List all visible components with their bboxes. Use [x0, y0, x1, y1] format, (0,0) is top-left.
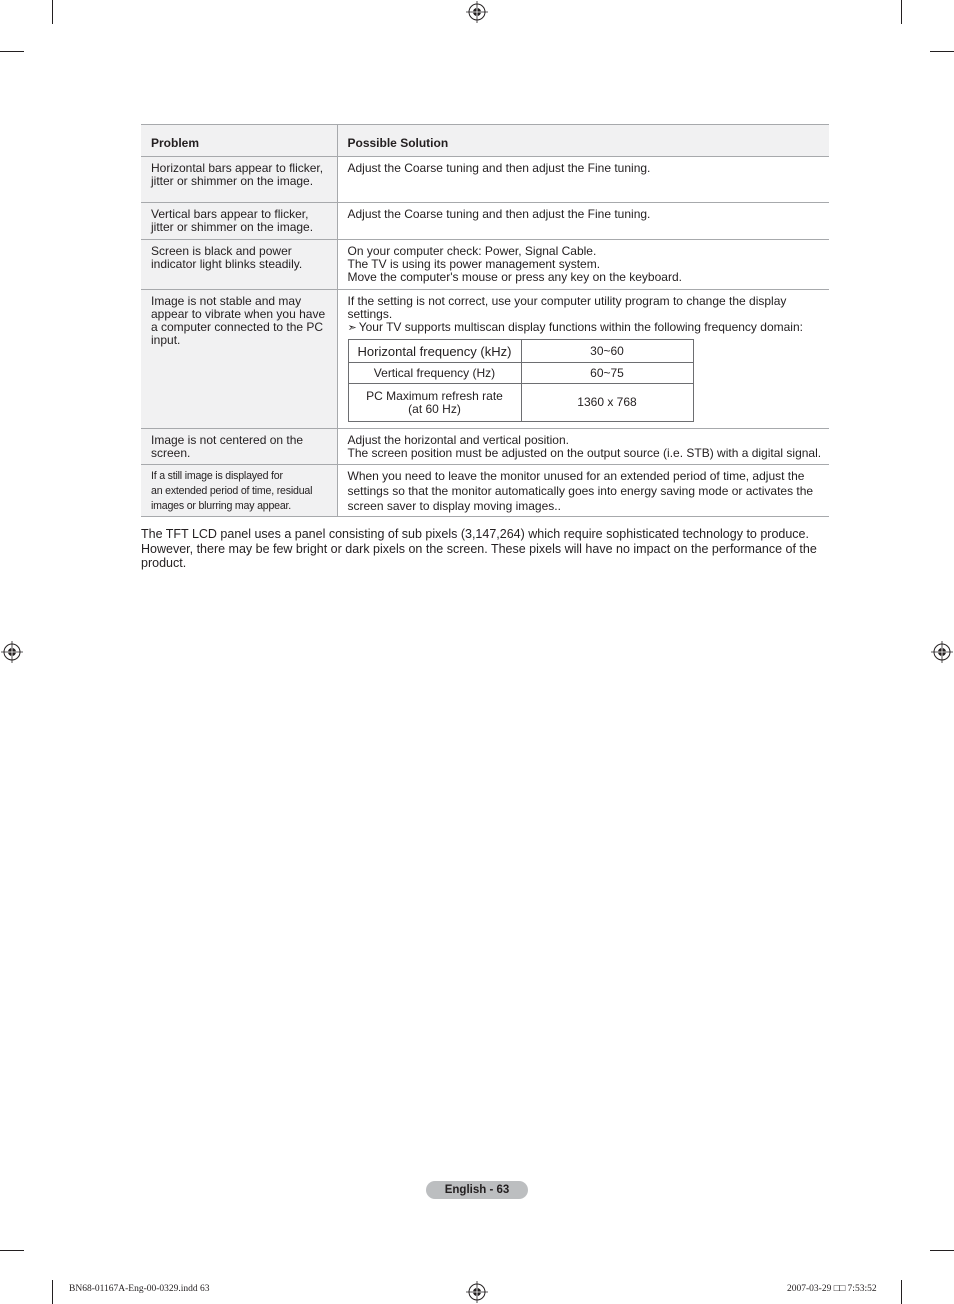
note-text: Your TV supports multiscan display functions within the following frequency domain: [358, 320, 803, 334]
problem-text: a computer connected to the PC [151, 320, 324, 334]
footnote-line: product. [141, 556, 187, 570]
solution-cell [337, 290, 829, 429]
note-line [348, 321, 824, 334]
problem-text: Image is not centered on the [151, 433, 304, 447]
frequency-label-text: PC Maximum refresh rate [366, 388, 503, 403]
print-slug-file: BN68-01167A-Eng-00-0329.indd 63 [69, 1284, 210, 1294]
solution-text: screen saver to display moving images.. [347, 499, 561, 513]
solution-cell [337, 157, 829, 203]
table-row [141, 157, 829, 203]
table-row [141, 465, 829, 517]
problem-text: Screen is black and power [151, 244, 292, 258]
frequency-value: 30~60 [521, 340, 693, 363]
crop-mark [52, 0, 53, 24]
solution-text: The screen position must be adjusted on the output source (i.e. STB) with a digital signal. [347, 446, 822, 460]
table-header-row [141, 125, 829, 157]
problem-cell [141, 157, 337, 203]
crop-mark [901, 0, 902, 24]
footnote-line: The TFT LCD panel uses a panel consisting of sub pixels (3,147,264) which require sophisticated technology to produce. [141, 527, 809, 541]
problem-cell [141, 465, 337, 517]
registration-mark-icon [466, 1281, 488, 1303]
solution-cell [337, 429, 829, 465]
solution-text: settings so that the monitor automatically goes into energy saving mode or activates the [347, 484, 814, 498]
solution-text: settings. [347, 307, 393, 321]
problem-text: jitter or shimmer on the image. [151, 220, 314, 234]
solution-text: Move the computer's mouse or press any key on the keyboard. [347, 270, 682, 284]
solution-text: Adjust the Coarse tuning and then adjust the Fine tuning. [347, 161, 651, 175]
crop-mark [0, 1250, 24, 1251]
solution-cell [337, 465, 829, 517]
registration-mark-icon [931, 641, 953, 663]
frequency-row [348, 384, 693, 422]
tft-lcd-note [141, 527, 831, 571]
frequency-label [348, 363, 521, 384]
problem-cell [141, 290, 337, 429]
note-arrow-icon: ➣ [347, 321, 357, 334]
frequency-row [348, 363, 693, 384]
solution-text: On your computer check: Power, Signal Cable. [347, 244, 597, 258]
crop-mark [52, 1280, 53, 1304]
problem-cell [141, 203, 337, 240]
table-row [141, 240, 829, 290]
problem-text: images or blurring may appear. [151, 500, 292, 512]
column-header-problem: Problem [141, 125, 337, 157]
troubleshooting-table [141, 124, 829, 517]
column-header-solution: Possible Solution [337, 125, 829, 157]
solution-text: When you need to leave the monitor unused for an extended period of time, adjust the [347, 469, 805, 483]
solution-text: If the setting is not correct, use your computer utility program to change the display [347, 294, 787, 308]
table-row [141, 290, 829, 429]
problem-text: Image is not stable and may [151, 294, 302, 308]
problem-text: an extended period of time, residual [151, 485, 313, 497]
problem-text: appear to vibrate when you have [151, 307, 326, 321]
crop-mark [0, 51, 24, 52]
problem-text: Horizontal bars appear to flicker, [151, 161, 324, 175]
solution-text: The TV is using its power management system. [347, 257, 601, 271]
page-number-badge: English - 63 [426, 1181, 528, 1199]
problem-text: jitter or shimmer on the image. [151, 174, 314, 188]
table-row [141, 429, 829, 465]
solution-text: Adjust the horizontal and vertical position. [347, 433, 569, 447]
registration-mark-icon [466, 1, 488, 23]
solution-cell [337, 240, 829, 290]
problem-text: indicator light blinks steadily. [151, 257, 303, 271]
frequency-table [348, 339, 694, 422]
crop-mark [930, 51, 954, 52]
frequency-value: 1360 x 768 [521, 384, 693, 422]
print-slug-timestamp: 2007-03-29 □□ 7:53:52 [787, 1284, 877, 1294]
frequency-label-text: Horizontal frequency (kHz) [357, 343, 512, 359]
frequency-value: 60~75 [521, 363, 693, 384]
footnote-line: However, there may be few bright or dark pixels on the screen. These pixels will have no impact on the performance of the [141, 541, 817, 556]
frequency-label-text: Vertical frequency (Hz) [373, 365, 496, 380]
crop-mark [930, 1250, 954, 1251]
crop-mark [901, 1280, 902, 1304]
frequency-label [348, 384, 521, 422]
problem-text: If a still image is displayed for [151, 470, 283, 482]
problem-text: Vertical bars appear to flicker, [151, 207, 309, 221]
problem-cell [141, 240, 337, 290]
problem-text: screen. [151, 446, 191, 460]
frequency-label-text: (at 60 Hz) [408, 401, 461, 416]
table-row [141, 203, 829, 240]
registration-mark-icon [1, 641, 23, 663]
frequency-label [348, 340, 521, 363]
solution-cell [337, 203, 829, 240]
problem-cell [141, 429, 337, 465]
frequency-row [348, 340, 693, 363]
solution-text: Adjust the Coarse tuning and then adjust the Fine tuning. [347, 207, 651, 221]
problem-text: input. [151, 333, 181, 347]
